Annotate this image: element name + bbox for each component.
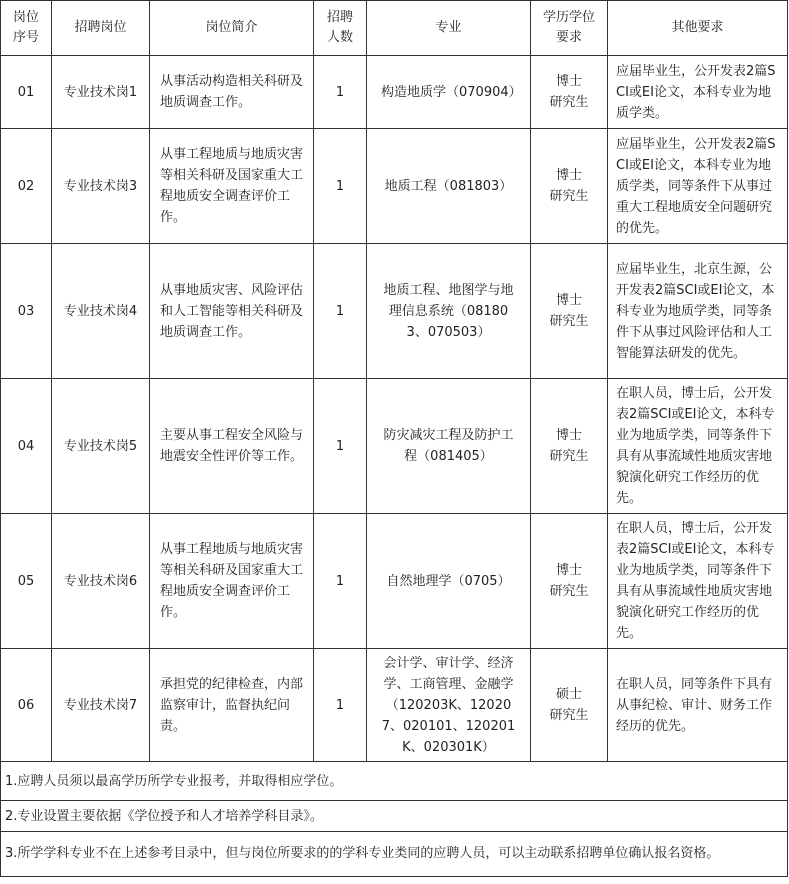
cell-other: 在职人员，同等条件下具有从事纪检、审计、财务工作经历的优先。 (608, 649, 788, 762)
note-row (1, 832, 788, 877)
cell-intro: 从事工程地质与地质灾害等相关科研及国家重大工程地质安全调查评价工作。 (150, 514, 314, 649)
cell-intro: 从事地质灾害、风险评估和人工智能等相关科研及地质调查工作。 (150, 244, 314, 379)
table-row (1, 129, 788, 244)
cell-seq: 01 (1, 56, 52, 129)
degree-line2: 研究生 (549, 95, 589, 110)
cell-count: 1 (314, 379, 367, 514)
note-2: 2.专业设置主要依据《学位授予和人才培养学科目录》。 (1, 801, 788, 832)
note-3: 3.所学学科专业不在上述参考目录中，但与岗位所要求的的学科专业类同的应聘人员，可以主动联系招聘单位确认报名资格。 (1, 832, 788, 877)
cell-other: 应届毕业生，北京生源，公开发表2篇SCI或EI论文，本科专业为地质学类，同等条件下从事过风险评估和人工智能算法研发的优先。 (608, 244, 788, 379)
header-other: 其他要求 (608, 1, 788, 56)
cell-degree (531, 244, 608, 379)
cell-seq: 04 (1, 379, 52, 514)
degree-line1: 硕士 (555, 687, 582, 702)
cell-count: 1 (314, 514, 367, 649)
table-row (1, 244, 788, 379)
header-major: 专业 (367, 1, 531, 56)
degree-line1: 博士 (555, 168, 582, 183)
table-row (1, 514, 788, 649)
header-seq: 岗位序号 (1, 1, 52, 56)
degree-line1: 博士 (555, 74, 582, 89)
table-row (1, 56, 788, 129)
cell-degree (531, 649, 608, 762)
header-degree: 学历学位要求 (531, 1, 608, 56)
cell-post: 专业技术岗7 (52, 649, 150, 762)
degree-line2: 研究生 (549, 314, 589, 329)
degree-line1: 博士 (555, 428, 582, 443)
degree-line2: 研究生 (549, 708, 589, 723)
cell-intro: 从事活动构造相关科研及地质调查工作。 (150, 56, 314, 129)
header-post: 招聘岗位 (52, 1, 150, 56)
cell-count: 1 (314, 649, 367, 762)
degree-line1: 博士 (555, 563, 582, 578)
cell-post: 专业技术岗5 (52, 379, 150, 514)
cell-intro: 主要从事工程安全风险与地震安全性评价等工作。 (150, 379, 314, 514)
cell-other: 在职人员，博士后，公开发表2篇SCI或EI论文，本科专业为地质学类，同等条件下具有从事流域性地质灾害地貌演化研究工作经历的优先。 (608, 514, 788, 649)
cell-major: 会计学、审计学、经济学、工商管理、金融学（120203K、120207、020101、120201K、020301K） (367, 649, 531, 762)
cell-post: 专业技术岗1 (52, 56, 150, 129)
cell-post: 专业技术岗6 (52, 514, 150, 649)
cell-count: 1 (314, 244, 367, 379)
cell-major: 构造地质学（070904） (367, 56, 531, 129)
cell-major: 自然地理学（0705） (367, 514, 531, 649)
cell-seq: 05 (1, 514, 52, 649)
cell-degree (531, 129, 608, 244)
cell-intro: 从事工程地质与地质灾害等相关科研及国家重大工程地质安全调查评价工作。 (150, 129, 314, 244)
cell-seq: 03 (1, 244, 52, 379)
cell-count: 1 (314, 56, 367, 129)
cell-seq: 06 (1, 649, 52, 762)
degree-line2: 研究生 (549, 584, 589, 599)
cell-post: 专业技术岗4 (52, 244, 150, 379)
cell-seq: 02 (1, 129, 52, 244)
table-row (1, 649, 788, 762)
cell-degree (531, 514, 608, 649)
table-row (1, 379, 788, 514)
cell-post: 专业技术岗3 (52, 129, 150, 244)
cell-major: 防灾减灾工程及防护工程（081405） (367, 379, 531, 514)
cell-major: 地质工程（081803） (367, 129, 531, 244)
degree-line2: 研究生 (549, 449, 589, 464)
cell-degree (531, 379, 608, 514)
cell-other: 应届毕业生，公开发表2篇SCI或EI论文，本科专业为地质学类。 (608, 56, 788, 129)
header-row (1, 1, 788, 56)
degree-line2: 研究生 (549, 189, 589, 204)
header-count: 招聘人数 (314, 1, 367, 56)
header-intro: 岗位简介 (150, 1, 314, 56)
note-1: 1.应聘人员须以最高学历所学专业报考，并取得相应学位。 (1, 762, 788, 801)
cell-other: 在职人员，博士后，公开发表2篇SCI或EI论文，本科专业为地质学类，同等条件下具有从事流域性地质灾害地貌演化研究工作经历的优先。 (608, 379, 788, 514)
degree-line1: 博士 (555, 293, 582, 308)
cell-degree (531, 56, 608, 129)
note-row (1, 762, 788, 801)
cell-intro: 承担党的纪律检查，内部监察审计，监督执纪问责。 (150, 649, 314, 762)
cell-other: 应届毕业生，公开发表2篇SCI或EI论文，本科专业为地质学类，同等条件下从事过重大工程地质安全问题研究的优先。 (608, 129, 788, 244)
cell-major: 地质工程、地图学与地理信息系统（081803、070503） (367, 244, 531, 379)
note-row (1, 801, 788, 832)
cell-count: 1 (314, 129, 367, 244)
